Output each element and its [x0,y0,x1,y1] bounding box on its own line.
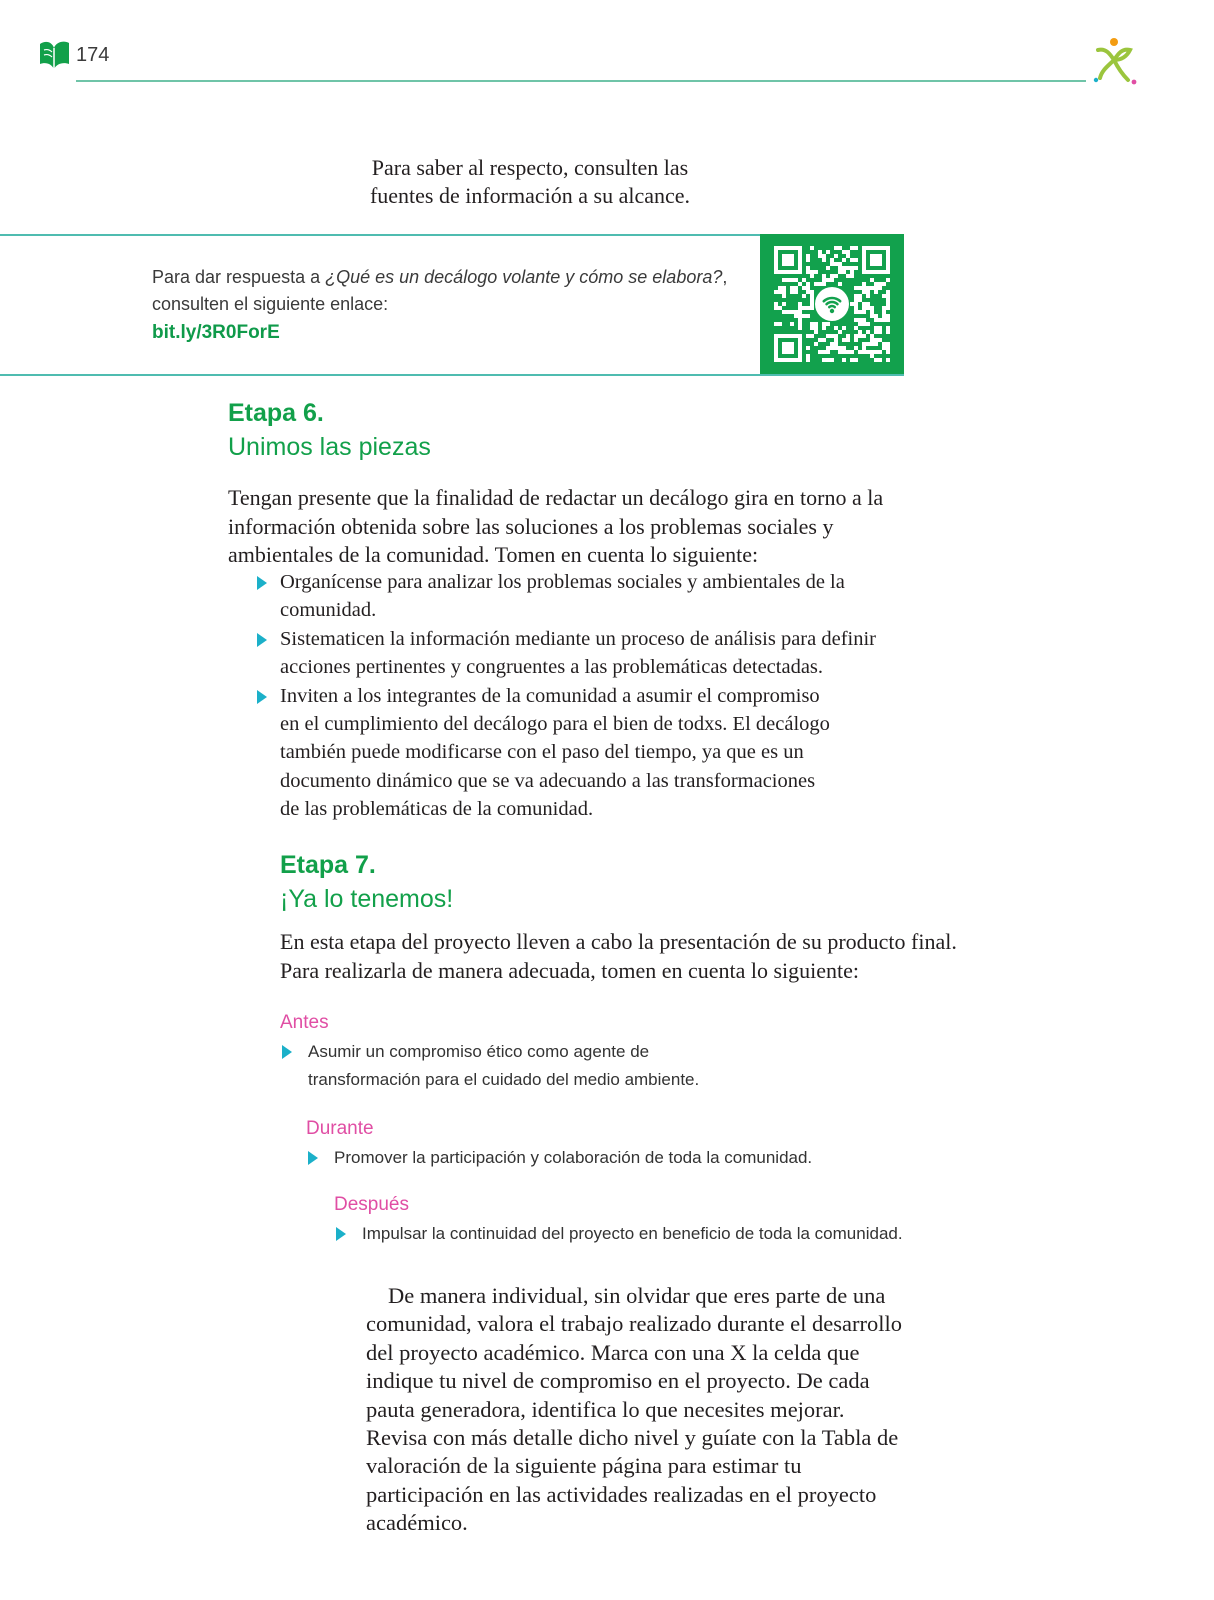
link-box-text [152,264,732,346]
link-url[interactable]: bit.ly/3R0ForE [152,322,280,343]
bullet-triangle-icon [257,576,267,590]
etapa7-heading [280,848,453,916]
phase-durante [306,1118,946,1172]
phase-label: Durante [306,1118,374,1139]
flower-person-logo [1088,36,1140,88]
phase-antes [280,1012,740,1094]
etapa6-paragraph: Tengan presente que la finalidad de redactar un decálogo gira en torno a la información obtenida sobre las soluciones a los problemas sociales y ambientales de la comunidad. Tomen en cuenta lo siguiente: [228,485,884,567]
list-item: Inviten a los integrantes de la comunidad a asumir el compromiso en el cumplimiento del decálogo para el bien de todxs. El decálogo también puede modificarse con el paso del tiempo, ya que es un documento dinámico que se va adecuando a las transformaciones de las problemáticas de la comunidad. [254,682,914,824]
intro-text [300,154,760,210]
link-text-after: , consulten el siguiente enlace: [152,267,728,314]
bullet-triangle-icon [336,1227,346,1241]
bullet-triangle-icon [257,633,267,647]
book-leaf-icon [36,38,72,74]
individual-reflection-paragraph: De manera individual, sin olvidar que eres parte de una comunidad, valora el trabajo realizado durante el desarrollo del proyecto académico. Marca con una X la celda que indique tu nivel de compromiso en el proyecto. De cada pauta generadora, identifica lo que necesites mejorar. Revisa con más detalle dicho nivel y guíate con la Tabla de valoración de la siguiente página para estimar tu participación en las actividades realizadas en el proyecto académico. [366,1283,903,1536]
list-item: Sistematicen la información mediante un proceso de análisis para definir acciones pertinentes y congruentes a las problemáticas detectadas. [254,625,914,682]
phase-label: Después [334,1194,409,1215]
etapa6-title: Unimos las piezas [228,433,431,461]
phase-item: Asumir un compromiso ético como agente de transformación para el cuidado del medio ambiente. [280,1038,740,1094]
bullet-triangle-icon [257,690,267,704]
etapa6-label: Etapa 6. [228,399,324,427]
etapa7-title: ¡Ya lo tenemos! [280,885,454,913]
intro-line-2: fuentes de información a su alcance. [369,183,691,208]
wifi-icon [815,287,849,321]
phase-despues [334,1194,974,1248]
intro-line-1: Para saber al respecto, consulten las [371,155,689,180]
page-number: 174 [76,44,110,66]
phase-label: Antes [280,1012,329,1033]
link-text-question: ¿Qué es un decálogo volante y cómo se elabora? [325,267,723,287]
etapa6-bullet-list [254,568,914,824]
header-rule [76,80,1086,82]
qr-code [774,246,890,362]
etapa7-paragraph: En esta etapa del proyecto lleven a cabo la presentación de su producto final. Para realizarla de manera adecuada, tomen en cuenta lo siguiente: [280,929,957,983]
list-item: Organícense para analizar los problemas sociales y ambientales de la comunidad. [254,568,914,625]
bullet-triangle-icon [308,1151,318,1165]
link-text-before: Para dar respuesta a [152,267,326,287]
etapa7-label: Etapa 7. [280,851,376,879]
bullet-triangle-icon [282,1045,292,1059]
phase-item: Impulsar la continuidad del proyecto en beneficio de toda la comunidad. [334,1220,974,1248]
phase-item: Promover la participación y colaboración de toda la comunidad. [306,1144,946,1172]
qr-code-panel[interactable] [760,234,904,374]
etapa6-heading [228,396,431,464]
